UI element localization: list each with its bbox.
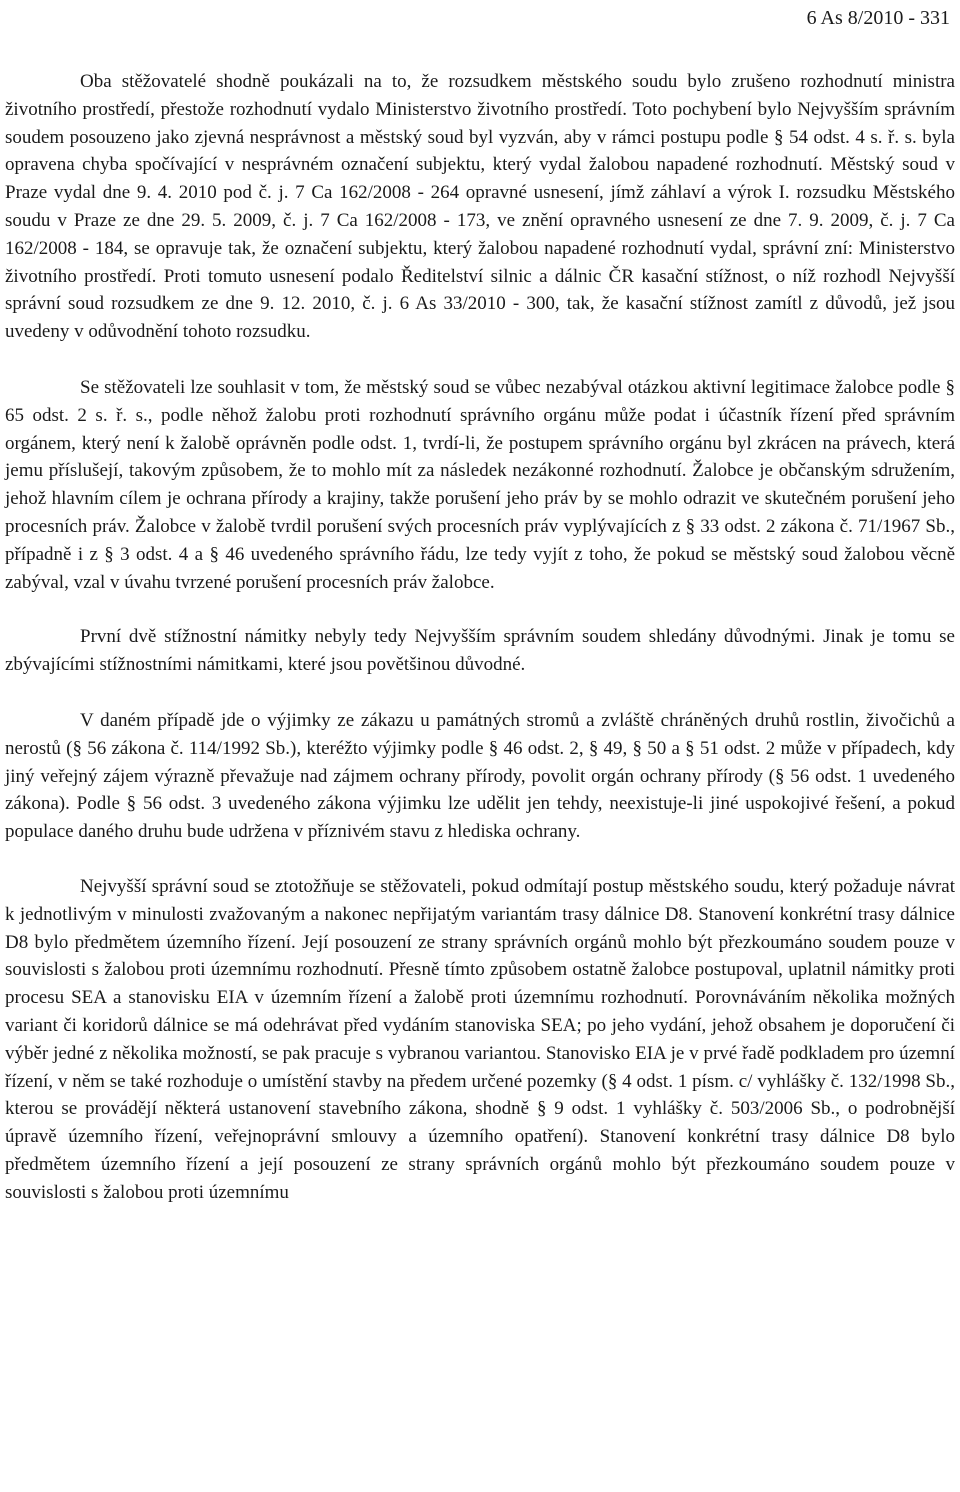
document-body (5, 68, 955, 1206)
paragraph-1: Oba stěžovatelé shodně poukázali na to, že rozsudkem městského soudu bylo zrušeno rozhodnutí ministra životního prostředí, přestože rozhodnutí vydalo Ministerstvo životního prostředí. Toto pochybení bylo Nejvyšším správním soudem posouzeno jako zjevná nesprávnost a městský soud byl vyzván, aby v rámci postupu podle § 54 odst. 4 s. ř. s. byla opravena chyba spočívající v nesprávném označení subjektu, který vydal žalobou napadené rozhodnutí. Městský soud v Praze vydal dne 9. 4. 2010 pod č. j. 7 Ca 162/2008 - 264 opravné usnesení, jímž záhlaví a výrok I. rozsudku Městského soudu v Praze ze dne 29. 5. 2009, č. j. 7 Ca 162/2008 - 173, ve znění opravného usnesení ze dne 7. 9. 2009, č. j. 7 Ca 162/2008 - 184, se opravuje tak, že označení subjektu, který žalobou napadené rozhodnutí vydal, správní zní: Ministerstvo životního prostředí. Proti tomuto usnesení podalo Ředitelství silnic a dálnic ČR kasační stížnost, o níž rozhodl Nejvyšší správní soud rozsudkem ze dne 9. 12. 2010, č. j. 6 As 33/2010 - 300, tak, že kasační stížnost zamítl z důvodů, jež jsou uvedeny v odůvodnění tohoto rozsudku. (5, 71, 955, 343)
paragraph-2: Se stěžovateli lze souhlasit v tom, že městský soud se vůbec nezabýval otázkou aktivní legitimace žalobce podle § 65 odst. 2 s. ř. s., podle něhož žalobu proti rozhodnutí správního orgánu může podat i účastník řízení před správním orgánem, který není k žalobě oprávněn podle odst. 1, tvrdí-li, že postupem správního orgánu byl zkrácen na právech, která jemu příslušejí, takovým způsobem, že to mohlo mít za následek nezákonné rozhodnutí. Žalobce je občanským sdružením, jehož hlavním cílem je ochrana přírody a krajiny, takže porušení jeho práv by se mohlo odrazit ve skutečném porušení jeho procesních práv. Žalobce v žalobě tvrdil porušení svých procesních práv vyplývajících z § 33 odst. 2 zákona č. 71/1967 Sb., případně i z § 3 odst. 4 a § 46 uvedeného správního řádu, lze tedy vyjít z toho, že pokud se městský soud žalobou věcně zabýval, vzal v úvahu tvrzené porušení procesních práv žalobce. (5, 376, 955, 593)
paragraph-3: První dvě stížnostní námitky nebyly tedy Nejvyšším správním soudem shledány důvodnými. Jinak je tomu se zbývajícími stížnostními námitkami, které jsou povětšinou důvodné. (5, 626, 955, 676)
paragraph-5: Nejvyšší správní soud se ztotožňuje se stěžovateli, pokud odmítají postup městského soudu, který požaduje návrat k jednotlivým v minulosti zvažovaným a nakonec nepřijatým variantám trasy dálnice D8. Stanovení konkrétní trasy dálnice D8 bylo předmětem územního řízení. Její posouzení ze strany správních orgánů mohlo být přezkoumáno soudem pouze v souvislosti s žalobou proti územnímu rozhodnutí. Přesně tímto způsobem ostatně žalobce postupoval, uplatnil námitky proti procesu SEA a stanovisku EIA v územním řízení a žalobě proti územnímu rozhodnutí. Porovnáváním několika možných variant či koridorů dálnice se má odehrávat před vydáním stanoviska SEA; po jeho vydání, jehož obsahem je doporučení či výběr jedné z několika možností, se pak pracuje s vybranou variantou. Stanovisko EIA je v prvé řadě podkladem pro územní řízení, v něm se také rozhoduje o umístění stavby na předem určené pozemky (§ 4 odst. 1 písm. c/ vyhlášky č. 132/1998 Sb., kterou se provádějí některá ustanovení stavebního zákona, shodně § 9 odst. 1 vyhlášky č. 503/2006 Sb., o podrobnější úpravě územního řízení, veřejnoprávní smlouvy a územního opatření). Stanovení konkrétní trasy dálnice D8 bylo předmětem územního řízení a její posouzení ze strany správních orgánů mohlo být přezkoumáno soudem pouze v souvislosti s žalobou proti územnímu (5, 875, 955, 1203)
paragraph-4: V daném případě jde o výjimky ze zákazu u památných stromů a zvláště chráněných druhů rostlin, živočichů a nerostů (§ 56 zákona č. 114/1992 Sb.), kteréžto výjimky podle § 46 odst. 2, § 49, § 50 a § 51 odst. 2 může v případech, kdy jiný veřejný zájem výrazně převažuje nad zájmem ochrany přírody, povolit orgán ochrany přírody (§ 56 odst. 1 uvedeného zákona). Podle § 56 odst. 3 uvedeného zákona výjimku lze udělit jen tehdy, neexistuje-li jiné uspokojivé řešení, a pokud populace daného druhu bude udržena v příznivém stavu z hlediska ochrany. (5, 709, 955, 843)
case-number-header: 6 As 8/2010 - 331 (806, 7, 950, 29)
